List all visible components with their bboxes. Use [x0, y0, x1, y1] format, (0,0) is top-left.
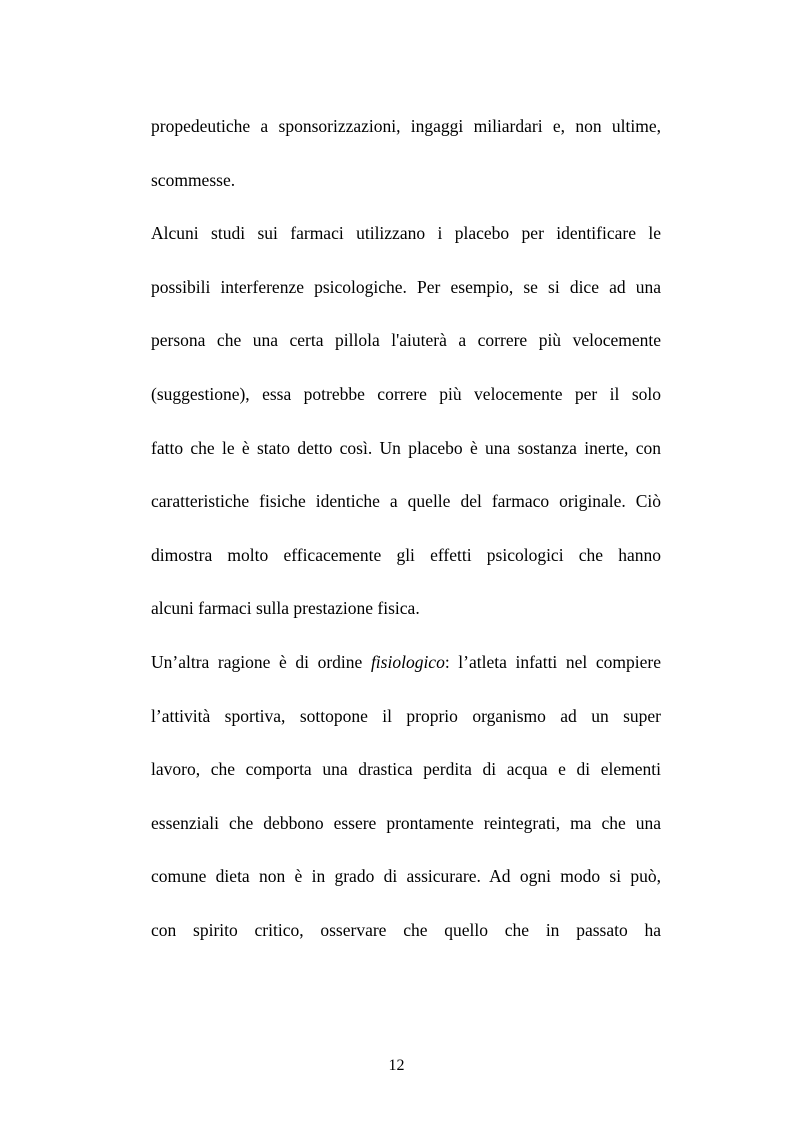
- text-line-11-after: : l’atleta infatti nel compiere: [444, 652, 661, 672]
- text-line-10: alcuni farmaci sulla prestazione fisica.: [151, 598, 420, 618]
- text-line-7: fatto che le è stato detto così. Un placebo è una sostanza inerte, con: [151, 438, 661, 458]
- text-line-5: persona che una certa pillola l'aiuterà a correre più velocemente: [151, 330, 661, 350]
- text-line-8: caratteristiche fisiche identiche a quelle del farmaco originale. Ciò: [151, 491, 661, 511]
- text-line-2: scommesse.: [151, 170, 236, 190]
- text-line-9: dimostra molto efficacemente gli effetti psicologici che hanno: [151, 545, 661, 565]
- italic-term-fisiologico: fisiologico: [370, 652, 445, 672]
- text-line-16: con spirito critico, osservare che quello che in passato ha: [151, 920, 661, 940]
- text-line-14: essenziali che debbono essere prontamente reintegrati, ma che una: [151, 813, 661, 833]
- text-line-1: propedeutiche a sponsorizzazioni, ingaggi miliardari e, non ultime,: [151, 116, 661, 136]
- text-line-4: possibili interferenze psicologiche. Per esempio, se si dice ad una: [151, 277, 661, 297]
- text-line-6: (suggestione), essa potrebbe correre più velocemente per il solo: [151, 384, 661, 404]
- text-line-11: [151, 652, 661, 672]
- text-line-13: lavoro, che comporta una drastica perdita di acqua e di elementi: [151, 759, 661, 779]
- page-number: 12: [388, 1057, 405, 1074]
- text-line-11-before: Un’altra ragione è di ordine: [151, 652, 371, 672]
- text-line-3: Alcuni studi sui farmaci utilizzano i placebo per identificare le: [151, 223, 661, 243]
- text-line-12: l’attività sportiva, sottopone il proprio organismo ad un super: [151, 706, 661, 726]
- text-line-15: comune dieta non è in grado di assicurare. Ad ogni modo si può,: [151, 866, 661, 886]
